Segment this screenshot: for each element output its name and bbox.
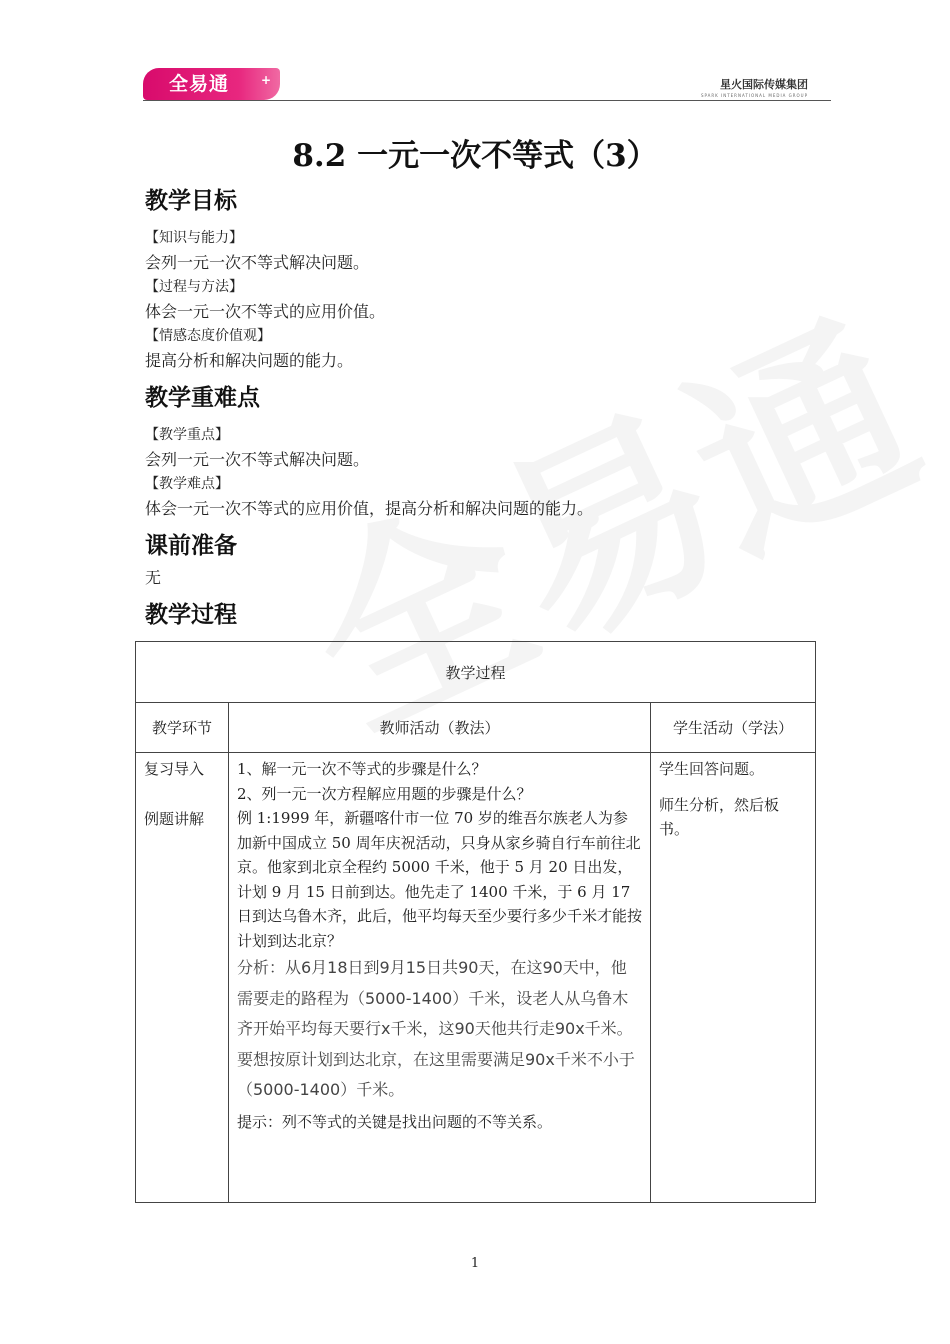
example-problem: 例 1:1999 年，新疆喀什市一位 70 岁的维吾尔族老人为参加新中国成立 50 周年庆祝活动，只身从家乡骑自行车前往北京。他家到北京全程约 5000 千米，他于 5 月 20 日出发，计划 9 月 15 日前到达。他先走了 1400 千米，于 6 月 17 日到达乌鲁木齐，此后，他平均每天至少要行多少千米才能按计划到达北京？ <box>237 809 643 950</box>
difficulty-tag: 【教学难点】 <box>145 476 229 492</box>
publisher-name-en: SPARK INTERNATIONAL MEDIA GROUP <box>700 93 808 98</box>
student-activity-cell <box>651 753 816 1203</box>
page-title: 8.2 一元一次不等式（3） <box>292 138 658 174</box>
process-table <box>135 641 816 1203</box>
stage-cell <box>136 753 229 1203</box>
logo-text: 全易通 <box>169 73 230 95</box>
table-row <box>136 753 816 1203</box>
lesson-content <box>145 182 817 634</box>
publisher-name: 星火国际传媒集团 <box>720 78 808 91</box>
key-point-text: 会列一元一次不等式解决问题。 <box>145 450 370 469</box>
section-heading-key-points: 教学重难点 <box>145 385 260 411</box>
goal-text-attitude: 提高分析和解决问题的能力。 <box>145 351 354 370</box>
section-heading-process: 教学过程 <box>145 602 237 628</box>
table-caption: 教学过程 <box>136 642 816 703</box>
table-header-row <box>136 703 816 753</box>
goal-text-process: 体会一元一次不等式的应用价值。 <box>145 302 386 321</box>
review-question-2: 2、列一元一次方程解应用题的步骤是什么？ <box>237 784 532 803</box>
stage-review: 复习导入 <box>144 760 205 778</box>
difficulty-text: 体会一元一次不等式的应用价值，提高分析和解决问题的能力。 <box>145 499 594 518</box>
analysis-text: 分析：从6月18日到9月15日共90天，在这90天中，他需要走的路程为（5000-1400）千米，设老人从乌鲁木齐开始平均每天要行x千米，这90天他共行走90x千米。要想按原计划到达北京，在这里需要满足90x千米不小于（5000-1400）千米。 <box>237 958 635 1099</box>
brand-logo <box>143 68 280 100</box>
column-header-teacher: 教师活动（教法） <box>229 703 651 753</box>
review-question-1: 1、解一元一次不等式的步骤是什么？ <box>237 760 487 778</box>
logo-star-icon: + <box>260 73 272 87</box>
page-number: 1 <box>470 1256 480 1271</box>
key-point-tag: 【教学重点】 <box>145 427 229 443</box>
student-activity-2: 师生分析，然后板书。 <box>659 796 780 838</box>
goal-tag-knowledge: 【知识与能力】 <box>145 230 243 246</box>
goal-tag-attitude: 【情感态度价值观】 <box>145 328 271 344</box>
teacher-activity-cell <box>229 753 651 1203</box>
hint-text: 提示：列不等式的关键是找出问题的不等关系。 <box>237 1112 553 1131</box>
column-header-student: 学生活动（学法） <box>651 703 816 753</box>
stage-example: 例题讲解 <box>144 810 205 828</box>
column-header-stage: 教学环节 <box>136 703 229 753</box>
goal-tag-process: 【过程与方法】 <box>145 279 243 295</box>
section-heading-goals: 教学目标 <box>145 188 237 214</box>
header-divider <box>143 100 831 101</box>
publisher-brand <box>701 76 808 98</box>
prep-text: 无 <box>145 568 162 587</box>
goal-text-knowledge: 会列一元一次不等式解决问题。 <box>145 253 370 272</box>
student-activity-1: 学生回答问题。 <box>659 760 765 778</box>
section-heading-prep: 课前准备 <box>145 533 237 559</box>
